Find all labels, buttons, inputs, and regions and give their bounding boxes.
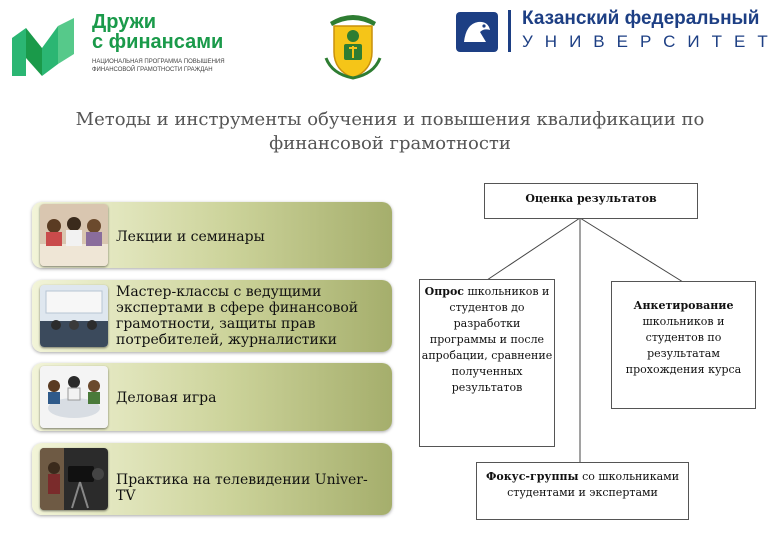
focus-text: со школьниками студентами и экспертами bbox=[507, 470, 680, 499]
connector-questionnaire bbox=[580, 218, 683, 282]
masterclass-photo-icon bbox=[40, 285, 108, 347]
financial-university-emblem-icon bbox=[322, 8, 384, 80]
slide-title-line-1: Методы и инструменты обучения и повышения квалификации по bbox=[75, 109, 705, 130]
questionnaire-text: школьников и студентов по результатам прохождения курса bbox=[625, 315, 742, 376]
survey-box bbox=[419, 279, 555, 447]
method-card-lectures bbox=[32, 202, 392, 268]
druzhi-logo-subtitle: НАЦИОНАЛЬНАЯ ПРОГРАММА ПОВЫШЕНИЯ ФИНАНСОВОЙ ГРАМОТНОСТИ ГРАЖДАН bbox=[92, 59, 225, 73]
results-evaluation-box: Оценка результатов bbox=[484, 183, 698, 219]
method-card-business-game bbox=[32, 363, 392, 431]
kfu-logo-name: Казанский федеральный bbox=[522, 8, 760, 29]
method-label: Мастер-классы с ведущими экспертами в сфере финансовой грамотности, защиты прав потребителей, журналистики bbox=[116, 284, 359, 348]
kfu-logo-icon bbox=[456, 12, 498, 52]
method-label: Практика на телевидении Univer-TV bbox=[116, 472, 368, 504]
focus-bold: Фокус-группы bbox=[485, 470, 579, 483]
druzhi-logo-title: Дружи с финансами bbox=[92, 11, 224, 53]
questionnaire-box bbox=[611, 281, 756, 409]
lecture-photo-icon bbox=[40, 204, 108, 266]
slide-title-line-2: финансовой грамотности bbox=[269, 133, 511, 154]
questionnaire-bold: Анкетирование bbox=[633, 299, 734, 312]
kfu-logo-divider bbox=[508, 10, 511, 52]
tv-camera-photo-icon bbox=[40, 448, 108, 510]
method-label: Деловая игра bbox=[116, 390, 217, 406]
survey-text: школьников и студентов до разработки программы и после апробации, сравнение полученных результатов bbox=[421, 285, 553, 394]
kfu-logo-subtitle: УНИВЕРСИТЕТ bbox=[522, 32, 780, 51]
survey-bold: Опрос bbox=[424, 285, 464, 298]
druzhi-logo-icon bbox=[12, 18, 74, 76]
method-card-masterclasses bbox=[32, 280, 392, 352]
business-game-photo-icon bbox=[40, 366, 108, 428]
connector-survey bbox=[487, 218, 580, 280]
method-card-tv-practice bbox=[32, 443, 392, 515]
focus-groups-box bbox=[476, 462, 689, 520]
method-label: Лекции и семинары bbox=[116, 229, 265, 245]
slide-title bbox=[20, 108, 760, 156]
druzhi-logo bbox=[10, 10, 240, 80]
